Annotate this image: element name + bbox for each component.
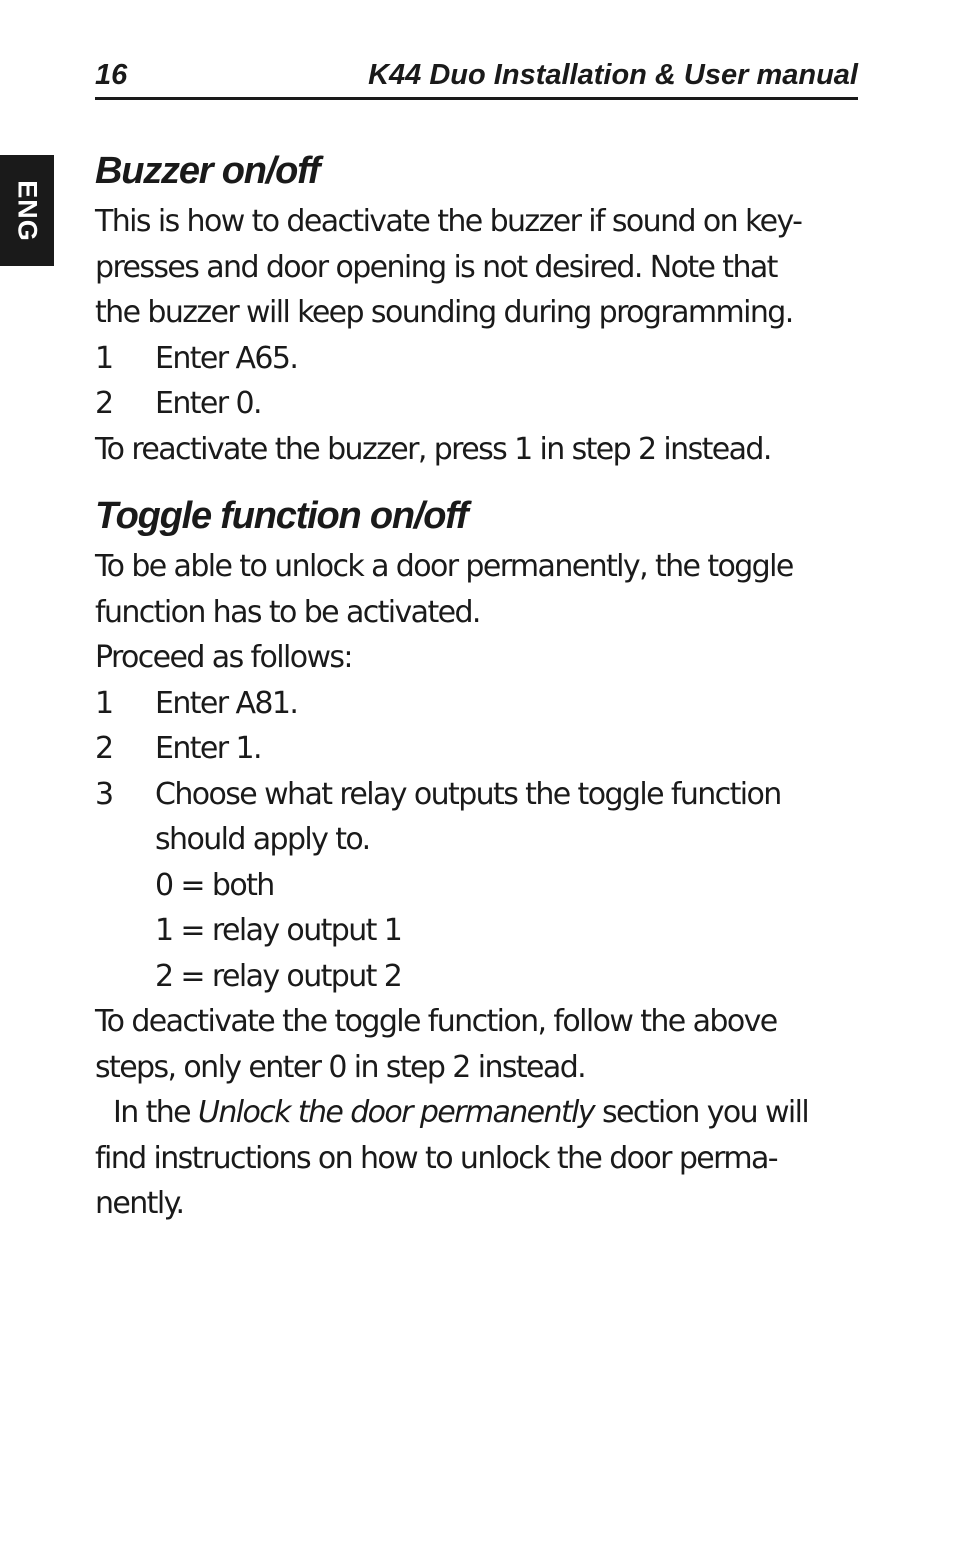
step-text: Enter 0. bbox=[155, 386, 261, 421]
toggle-heading: Toggle function on/off bbox=[95, 495, 468, 537]
toggle-option: 1 = relay output 1 bbox=[155, 913, 402, 948]
toggle-reference-line bbox=[95, 1090, 865, 1136]
page-header bbox=[95, 55, 858, 100]
step-number: 2 bbox=[95, 731, 113, 766]
step-number: 2 bbox=[95, 386, 113, 421]
step-number: 1 bbox=[95, 340, 113, 376]
toggle-deactivate-line: steps, only enter 0 in step 2 instead. bbox=[95, 1049, 586, 1085]
toggle-reference-line: nently. bbox=[95, 1186, 184, 1221]
toggle-reference-line: find instructions on how to unlock the door perma- bbox=[95, 1140, 777, 1176]
toggle-deactivate-line: To deactivate the toggle function, follow the above bbox=[95, 1004, 777, 1039]
step-text: Enter A65. bbox=[155, 340, 298, 376]
step-text: Enter 1. bbox=[155, 731, 261, 766]
toggle-proceed: Proceed as follows: bbox=[95, 640, 352, 675]
buzzer-heading: Buzzer on/off bbox=[95, 150, 320, 192]
reference-prefix: In the bbox=[113, 1095, 198, 1130]
reference-suffix: section you will bbox=[594, 1095, 809, 1130]
step-text: Enter A81. bbox=[155, 685, 298, 721]
toggle-step bbox=[95, 726, 865, 772]
buzzer-reactivate-note: To reactivate the buzzer, press 1 in step 2 instead. bbox=[95, 431, 771, 467]
step-text bbox=[155, 772, 865, 863]
document-title: K44 Duo Installation & User manual bbox=[368, 59, 858, 91]
toggle-option: 0 = both bbox=[155, 867, 274, 903]
buzzer-intro-line: presses and door opening is not desired. Note that bbox=[95, 249, 777, 285]
language-tab-label: ENG bbox=[12, 179, 43, 242]
toggle-option: 2 = relay output 2 bbox=[155, 958, 402, 994]
buzzer-step bbox=[95, 381, 865, 427]
buzzer-step bbox=[95, 336, 865, 382]
buzzer-intro-line: This is how to deactivate the buzzer if sound on key- bbox=[95, 204, 802, 239]
step-text-line: should apply to. bbox=[155, 822, 370, 857]
toggle-step bbox=[95, 772, 865, 863]
toggle-step bbox=[95, 681, 865, 727]
step-number: 3 bbox=[95, 776, 113, 812]
step-text-line: Choose what relay outputs the toggle function bbox=[155, 776, 781, 812]
page-number: 16 bbox=[95, 59, 128, 91]
page-content bbox=[95, 143, 865, 1227]
buzzer-intro-line: the buzzer will keep sounding during programming. bbox=[95, 295, 793, 330]
toggle-intro-line: function has to be activated. bbox=[95, 594, 480, 630]
toggle-intro-line: To be able to unlock a door permanently, the toggle bbox=[95, 549, 793, 584]
step-number: 1 bbox=[95, 685, 113, 721]
language-tab bbox=[0, 155, 54, 266]
reference-section-name: Unlock the door permanently bbox=[197, 1095, 595, 1130]
